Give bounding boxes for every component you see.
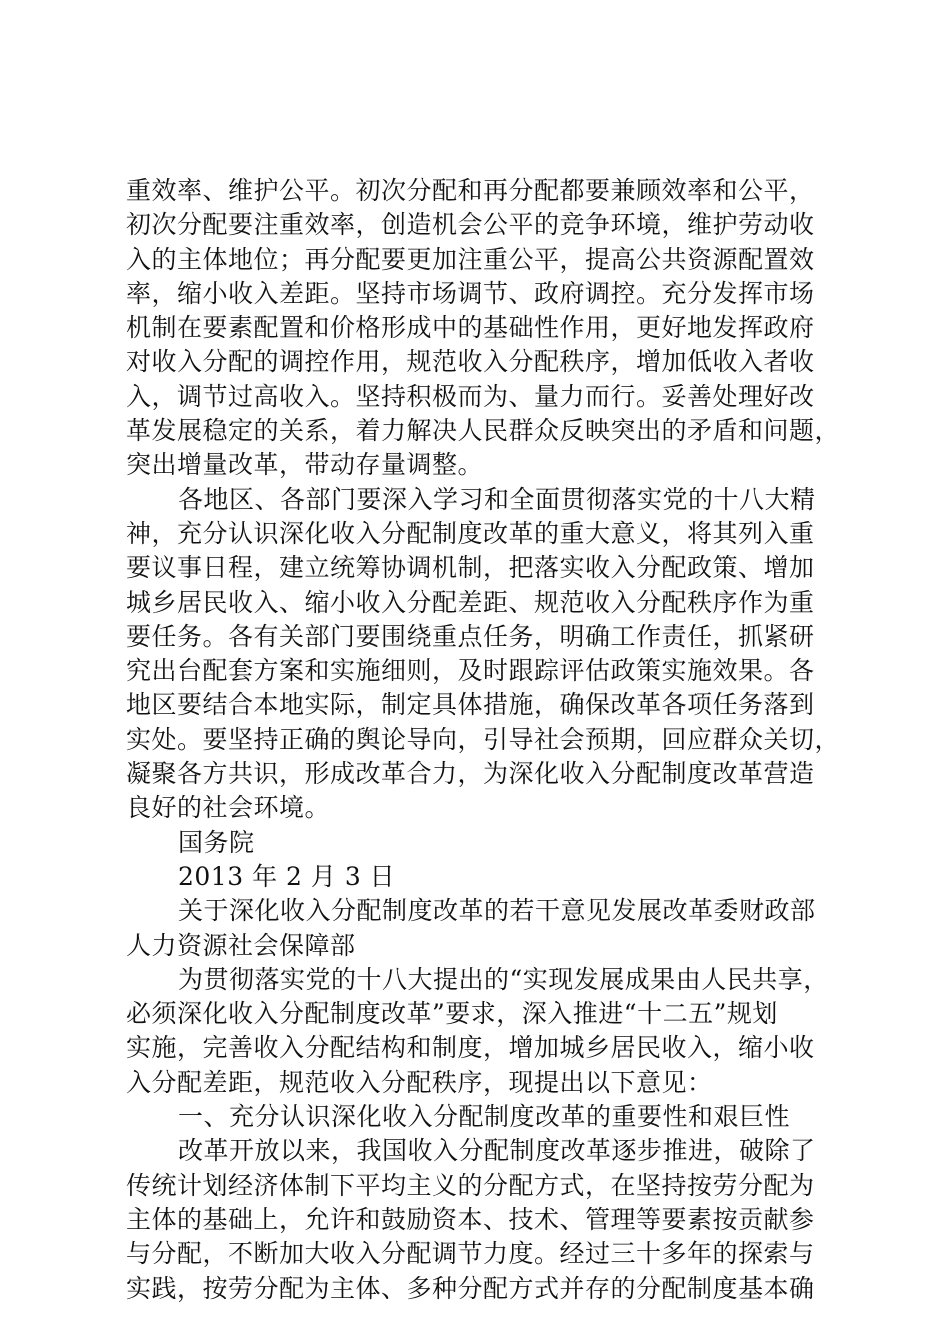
text-line: 与分配，不断加大收入分配调节力度。经过三十多年的探索与: [126, 1239, 815, 1269]
text-line: 初次分配要注重效率，创造机会公平的竞争环境，维护劳动收: [126, 210, 815, 240]
text-line: 必须深化收入分配制度改革”要求，深入推进“十二五”规划: [126, 999, 778, 1029]
text-line: 地区要结合本地实际，制定具体措施，确保改革各项任务落到: [126, 690, 815, 720]
text-line: 实施，完善收入分配结构和制度，增加城乡居民收入，缩小收: [126, 1033, 815, 1063]
text-line: 传统计划经济体制下平均主义的分配方式，在坚持按劳分配为: [126, 1170, 815, 1200]
text-line: 一、充分认识深化收入分配制度改革的重要性和艰巨性: [178, 1102, 791, 1132]
text-line: 城乡居民收入、缩小收入分配差距、规范收入分配秩序作为重: [126, 587, 815, 617]
text-line: 改革开放以来，我国收入分配制度改革逐步推进，破除了: [178, 1136, 816, 1166]
text-line: 机制在要素配置和价格形成中的基础性作用，更好地发挥政府: [126, 313, 815, 343]
text-line: 率，缩小收入差距。坚持市场调节、政府调控。充分发挥市场: [126, 278, 815, 308]
text-line: 神，充分认识深化收入分配制度改革的重大意义，将其列入重: [126, 518, 815, 548]
text-line: 2013 年 2 月 3 日: [178, 861, 396, 891]
text-line: 突出增量改革，带动存量调整。: [126, 450, 484, 480]
text-line: 关于深化收入分配制度改革的若干意见发展改革委财政部: [178, 896, 816, 926]
text-line: 良好的社会环境。: [126, 793, 331, 823]
text-line: 究出台配套方案和实施细则，及时跟踪评估政策实施效果。各: [126, 656, 815, 686]
text-line: 重效率、维护公平。初次分配和再分配都要兼顾效率和公平，: [126, 176, 815, 205]
text-line: 各地区、各部门要深入学习和全面贯彻落实党的十八大精: [178, 484, 816, 514]
text-line: 实践，按劳分配为主体、多种分配方式并存的分配制度基本确: [126, 1273, 815, 1303]
text-line: 要任务。各有关部门要围绕重点任务，明确工作责任，抓紧研: [126, 621, 815, 651]
text-line: 为贯彻落实党的十八大提出的“实现发展成果由人民共享，: [178, 964, 829, 994]
text-line: 主体的基础上，允许和鼓励资本、技术、管理等要素按贡献参: [126, 1204, 815, 1234]
text-line: 入，调节过高收入。坚持积极而为、量力而行。妥善处理好改: [126, 381, 815, 411]
text-line: 入的主体地位；再分配要更加注重公平，提高公共资源配置效: [126, 244, 815, 274]
text-line: 入分配差距，规范收入分配秩序，现提出以下意见：: [126, 1067, 713, 1097]
text-line: 国务院: [178, 827, 255, 857]
document-body: [126, 174, 846, 1306]
text-line: 对收入分配的调控作用，规范收入分配秩序，增加低收入者收: [126, 347, 815, 377]
text-line: 人力资源社会保障部: [126, 930, 356, 960]
text-line: 凝聚各方共识，形成改革合力，为深化收入分配制度改革营造: [126, 759, 815, 789]
text-line: 革发展稳定的关系，着力解决人民群众反映突出的矛盾和问题，: [126, 416, 841, 446]
text-line: 要议事日程，建立统筹协调机制，把落实收入分配政策、增加: [126, 553, 815, 583]
text-line: 实处。要坚持正确的舆论导向，引导社会预期，回应群众关切，: [126, 724, 841, 754]
